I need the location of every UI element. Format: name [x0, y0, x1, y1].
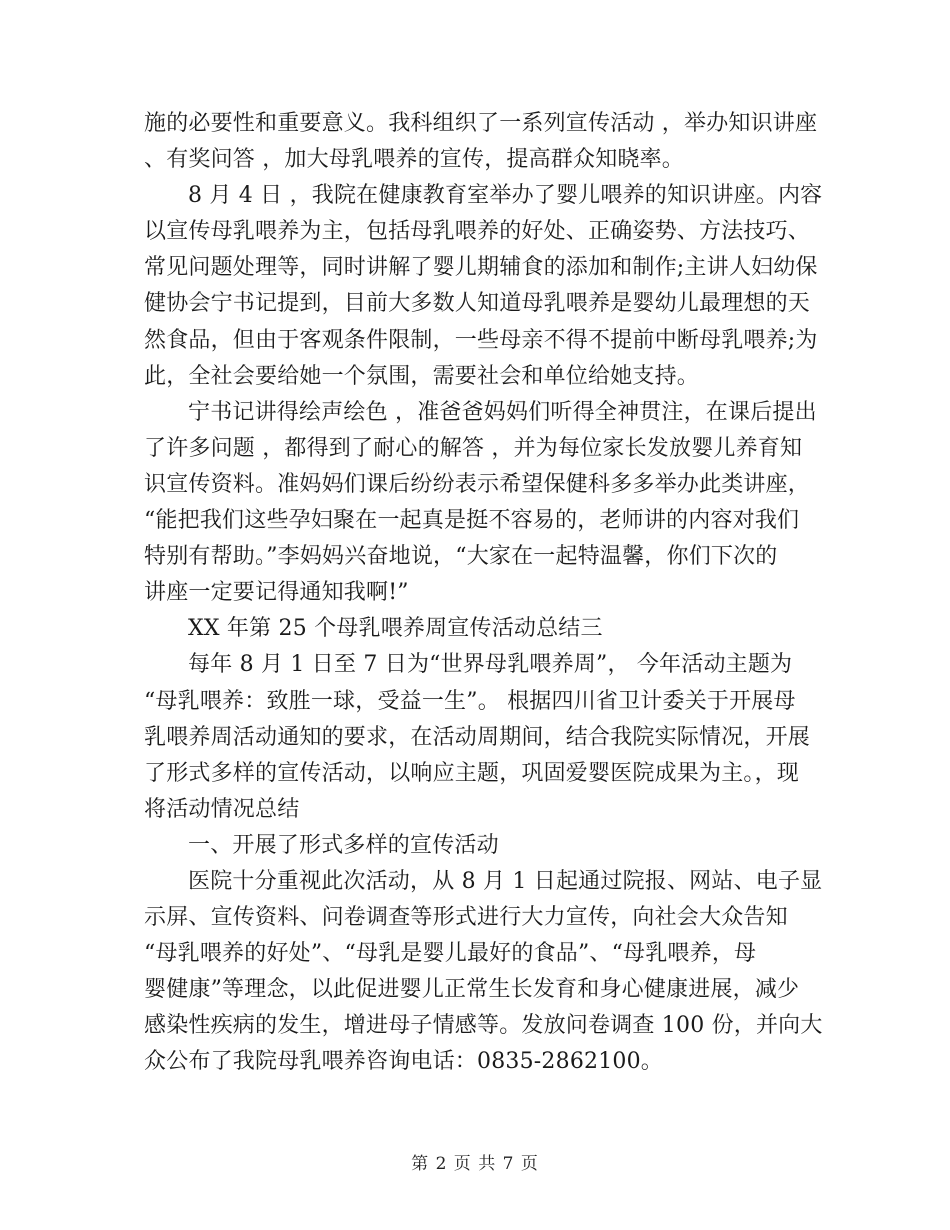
text-line: 一、开展了形式多样的宣传活动: [188, 832, 499, 858]
text-line: 常见问题处理等，同时讲解了婴儿期辅食的添加和制作;主讲人妇幼保: [144, 255, 818, 281]
text-line: 健协会宁书记提到，目前大多数人知道母乳喂养是婴幼儿最理想的天: [144, 291, 811, 317]
text-line: “母乳喂养：致胜一球，受益一生”。 根据四川省卫计委关于开展母: [144, 688, 796, 714]
text-line: 乳喂养周活动通知的要求，在活动周期间，结合我院实际情况，开展: [144, 724, 811, 750]
text-line: 婴健康”等理念，以此促进婴儿正常生长发育和身心健康进展，减少: [144, 977, 800, 1003]
text-line: 以宣传母乳喂养为主，包括母乳喂养的好处、正确姿势、方法技巧、: [144, 219, 811, 245]
text-line: 识宣传资料。准妈妈们课后纷纷表示希望保健科多多举办此类讲座，: [144, 471, 811, 497]
text-line: 施的必要性和重要意义。我科组织了一系列宣传活动 ，举办知识讲座: [144, 111, 818, 136]
text-line: “母乳喂养的好处”、“母乳是婴儿最好的食品”、“母乳喂养，母: [144, 941, 757, 967]
text-line: 医院十分重视此次活动，从 8 月 1 日起通过院报、网站、电子显: [188, 868, 823, 894]
text-line: 每年 8 月 1 日至 7 日为“世界母乳喂养周”， 今年活动主题为: [188, 652, 793, 678]
text-line: 然食品，但由于客观条件限制，一些母亲不得不提前中断母乳喂养;为: [144, 327, 818, 353]
text-line: 此，全社会要给她一个氛围，需要社会和单位给她支持。: [144, 363, 700, 389]
text-line: 众公布了我院母乳喂养咨询电话：0835-2862100。: [144, 1049, 664, 1075]
text-line: 、有奖问答 ，加大母乳喂养的宣传，提高群众知晓率。: [144, 147, 684, 173]
document-body: [144, 106, 823, 1081]
text-line: 8 月 4 日 ，我院在健康教育室举办了婴儿喂养的知识讲座。内容: [188, 183, 823, 209]
page-number-footer: 第 2 页 共 7 页: [411, 1154, 539, 1174]
text-line: 示屏、宣传资料、问卷调查等形式进行大力宣传，向社会大众告知: [144, 905, 788, 931]
text-line: 了形式多样的宣传活动，以响应主题，巩固爱婴医院成果为主。，现: [144, 760, 800, 786]
text-line: 了许多问题 ，都得到了耐心的解答 ，并为每位家长发放婴儿养育知: [144, 435, 803, 461]
text-line: 宁书记讲得绘声绘色 ，准爸爸妈妈们听得全神贯注，在课后提出: [188, 399, 817, 425]
text-line: 将活动情况总结: [144, 796, 300, 822]
text-line: 感染性疾病的发生，增进母子情感等。发放问卷调查 100 份，并向大: [144, 1013, 823, 1039]
text-line: “能把我们这些孕妇聚在一起真是挺不容易的，老师讲的内容对我们: [144, 508, 800, 534]
text-line: 特别有帮助。”李妈妈兴奋地说，“大家在一起特温馨，你们下次的: [144, 544, 778, 570]
text-line: XX 年第 25 个母乳喂养周宣传活动总结三: [188, 616, 603, 642]
text-line: 讲座一定要记得通知我啊!”: [144, 580, 409, 606]
